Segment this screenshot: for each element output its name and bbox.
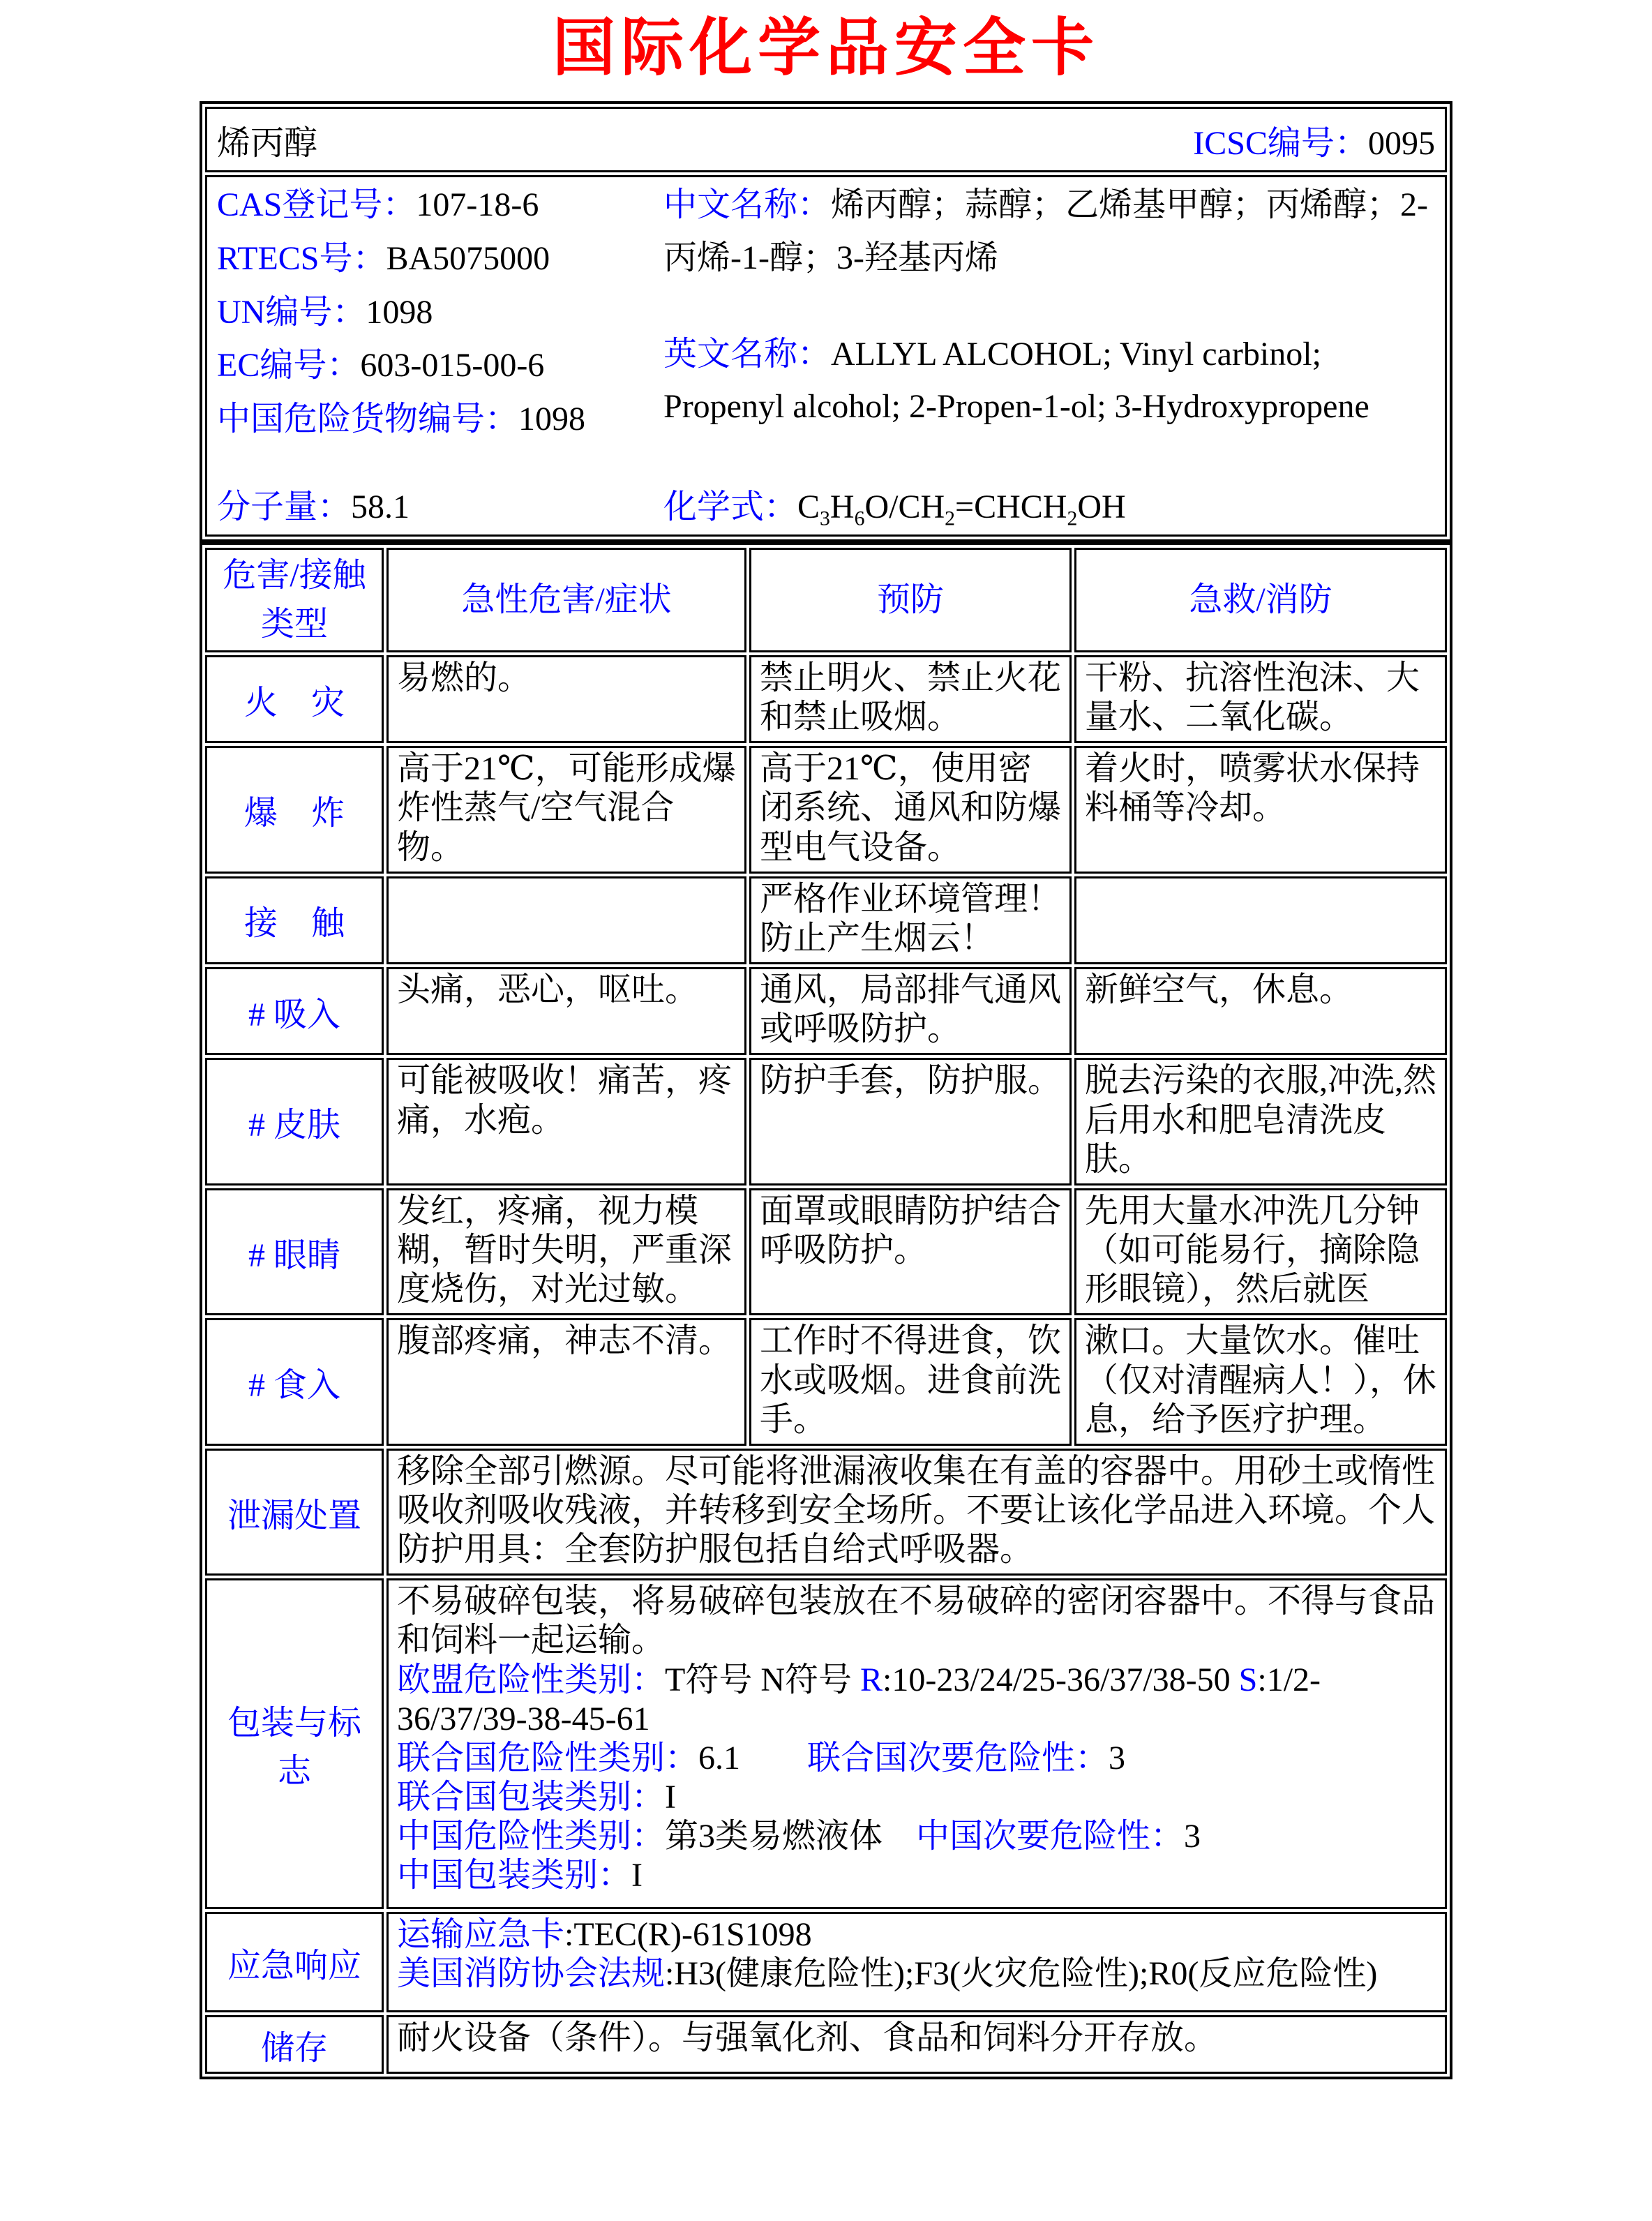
icsc-number-label: ICSC编号： xyxy=(1193,124,1368,162)
identifier-list xyxy=(217,179,663,447)
chemical-formula: 化学式：$C_3H_6O/CH_2=CHCH_2OH$ xyxy=(663,488,1126,530)
ingestion-symptoms: 腹部疼痛，神志不清。 xyxy=(386,1318,746,1445)
row-label-storage: 储存 xyxy=(205,2015,384,2074)
packaging-content xyxy=(386,1578,1447,1909)
row-label-fire: 火 灾 xyxy=(205,655,384,743)
row-label-inhalation: # 吸入 xyxy=(205,967,384,1055)
row-spillage xyxy=(205,1449,1447,1576)
inhalation-prevention: 通风，局部排气通风或呼吸防护。 xyxy=(749,967,1072,1055)
explosion-prevention: 高于21℃，使用密闭系统、通风和防爆型电气设备。 xyxy=(749,746,1072,873)
row-label-exposure: 接 触 xyxy=(205,876,384,964)
row-storage xyxy=(205,2015,1447,2074)
packaging-un-packing-group: 联合国包装类别：I xyxy=(397,1779,676,1816)
row-ingestion xyxy=(205,1318,1447,1445)
row-eyes xyxy=(205,1188,1447,1315)
skin-prevention: 防护手套，防护服。 xyxy=(749,1058,1072,1185)
hazard-header-row xyxy=(205,548,1447,652)
inhalation-symptoms: 头痛，恶心，呕吐。 xyxy=(386,967,746,1055)
name-list xyxy=(663,179,1435,447)
molecular-weight: 分子量：58.1 xyxy=(217,488,410,525)
row-label-spillage: 泄漏处置 xyxy=(205,1449,384,1576)
un-number-line: UN编号：1098 xyxy=(217,293,433,331)
row-emergency xyxy=(205,1912,1447,2012)
eyes-prevention: 面罩或眼睛防护结合呼吸防护。 xyxy=(749,1188,1072,1315)
skin-firstaid: 脱去污染的衣服,冲洗,然后用水和肥皂清洗皮肤。 xyxy=(1074,1058,1447,1185)
cas-number-line: CAS登记号：107-18-6 xyxy=(217,186,539,223)
exposure-firstaid xyxy=(1074,876,1447,964)
ingestion-firstaid: 漱口。大量饮水。催吐（仅对清醒病人！），休息，给予医疗护理。 xyxy=(1074,1318,1447,1445)
inhalation-firstaid: 新鲜空气，休息。 xyxy=(1074,967,1447,1055)
explosion-firstaid: 着火时，喷雾状水保持料桶等冷却。 xyxy=(1074,746,1447,873)
storage-text: 耐火设备（条件）。与强氧化剂、食品和饲料分开存放。 xyxy=(386,2015,1447,2074)
hazard-table xyxy=(200,542,1452,2079)
english-names: 英文名称：ALLYL ALCOHOL; Vinyl carbinol; Propenyl alcohol; 2-Propen-1-ol; 3-Hydroxypropene xyxy=(663,335,1369,426)
safety-card xyxy=(200,101,1452,2079)
header-acute-hazards: 急性危害/症状 xyxy=(386,548,746,652)
rtecs-number-line: RTECS号：BA5075000 xyxy=(217,239,550,277)
row-inhalation xyxy=(205,967,1447,1055)
spillage-text: 移除全部引燃源。尽可能将泄漏液收集在有盖的容器中。用砂土或惰性吸收剂吸收残液，并转移到安全场所。不要让该化学品进入环境。个人防护用具：全套防护服包括自给式呼吸器。 xyxy=(386,1449,1447,1576)
china-dg-number-line: 中国危险货物编号：1098 xyxy=(217,401,586,438)
row-label-eyes: # 眼睛 xyxy=(205,1188,384,1315)
row-fire xyxy=(205,655,1447,743)
molecular-row xyxy=(217,479,1435,528)
substance-info-row xyxy=(205,175,1447,537)
row-label-packaging: 包装与标志 xyxy=(205,1578,384,1909)
header-hazard-type: 危害/接触 类型 xyxy=(205,548,384,652)
packaging-transport-note: 不易破碎包装，将易破碎包装放在不易破碎的密闭容器中。不得与食品和饲料一起运输。 xyxy=(397,1583,1436,1659)
row-label-ingestion: # 食入 xyxy=(205,1318,384,1445)
icsc-number-group xyxy=(1193,116,1435,164)
emergency-tremcard: 运输应急卡:TEC(R)-61S1098 xyxy=(397,1916,812,1954)
eyes-firstaid: 先用大量水冲洗几分钟（如可能易行，摘除隐形眼镜），然后就医 xyxy=(1074,1188,1447,1315)
fire-prevention: 禁止明火、禁止火花和禁止吸烟。 xyxy=(749,655,1072,743)
icsc-number-value: 0095 xyxy=(1368,124,1435,162)
packaging-cn-classification: 中国危险性类别：第3类易燃液体 中国次要危险性：3 xyxy=(397,1818,1201,1855)
row-explosion xyxy=(205,746,1447,873)
exposure-symptoms xyxy=(386,876,746,964)
fire-firstaid: 干粉、抗溶性泡沫、大量水、二氧化碳。 xyxy=(1074,655,1447,743)
identification-table xyxy=(200,101,1452,542)
packaging-cn-packing-group: 中国包装类别：I xyxy=(397,1857,643,1894)
emergency-content xyxy=(386,1912,1447,2012)
chemical-formula-value: $C_3H_6O/CH_2=CHCH_2OH$ xyxy=(797,488,1126,530)
row-label-explosion: 爆 炸 xyxy=(205,746,384,873)
explosion-symptoms: 高于21℃，可能形成爆炸性蒸气/空气混合物。 xyxy=(386,746,746,873)
ec-number-line: EC编号：603-015-00-6 xyxy=(217,347,545,384)
exposure-prevention: 严格作业环境管理！防止产生烟云！ xyxy=(749,876,1072,964)
packaging-eu-classification: 欧盟危险性类别：T符号 N符号 R:10-23/24/25-36/37/38-50 S:1/2-36/37/39-38-45-61 xyxy=(397,1661,1321,1737)
packaging-un-classification: 联合国危险性类别：6.1 联合国次要危险性：3 xyxy=(397,1739,1126,1777)
row-packaging xyxy=(205,1578,1447,1909)
page-title: 国际化学品安全卡 xyxy=(553,14,1099,83)
emergency-nfpa-code: 美国消防协会法规:H3(健康危险性);F3(火灾危险性);R0(反应危险性) xyxy=(397,1955,1378,1993)
header-first-aid: 急救/消防 xyxy=(1074,548,1447,652)
chinese-names: 中文名称：烯丙醇；蒜醇；乙烯基甲醇；丙烯醇；2-丙烯-1-醇；3-羟基丙烯 xyxy=(663,186,1429,276)
row-exposure xyxy=(205,876,1447,964)
substance-name: 烯丙醇 xyxy=(217,124,318,162)
row-label-skin: # 皮肤 xyxy=(205,1058,384,1185)
fire-symptoms: 易燃的。 xyxy=(386,655,746,743)
row-skin xyxy=(205,1058,1447,1185)
row-label-emergency: 应急响应 xyxy=(205,1912,384,2012)
substance-title-row xyxy=(205,107,1447,172)
skin-symptoms: 可能被吸收！痛苦，疼痛，水疱。 xyxy=(386,1058,746,1185)
header-prevention: 预防 xyxy=(749,548,1072,652)
ingestion-prevention: 工作时不得进食，饮水或吸烟。进食前洗手。 xyxy=(749,1318,1072,1445)
eyes-symptoms: 发红，疼痛，视力模糊，暂时失明，严重深度烧伤，对光过敏。 xyxy=(386,1188,746,1315)
